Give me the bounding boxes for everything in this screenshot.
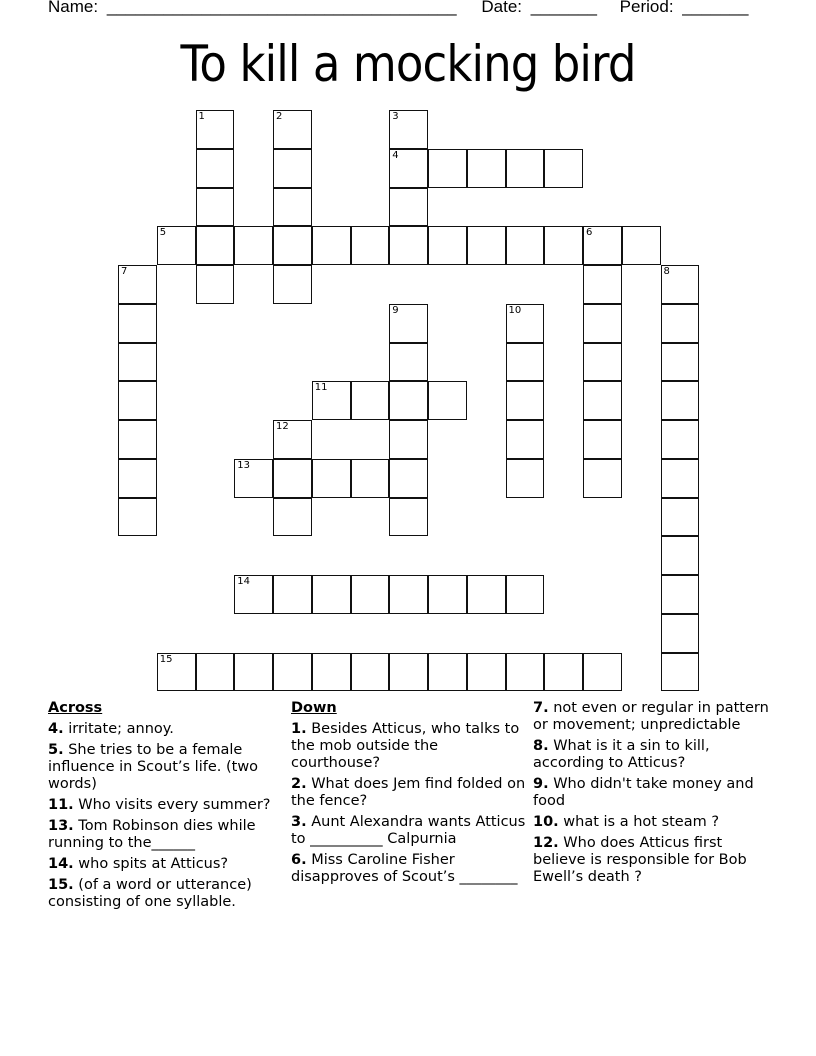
grid-cell[interactable] [583,265,622,304]
clue-number-label: 4. [48,721,64,737]
clue-number-label: 15. [48,877,74,893]
clue-text: Tom Robinson dies while running to the______ [48,818,256,851]
grid-cell[interactable] [467,653,506,692]
grid-cell[interactable] [273,653,312,692]
grid-cell[interactable] [428,149,467,188]
clue-number-label: 7. [533,700,549,716]
grid-cell[interactable] [312,381,351,420]
grid-cell[interactable] [661,343,700,382]
clue-number: 12 [276,421,289,432]
grid-cell[interactable] [506,381,545,420]
grid-cell[interactable] [389,653,428,692]
grid-cell[interactable] [389,110,428,149]
grid-cell[interactable] [389,304,428,343]
clue-text: Who visits every summer? [73,797,271,813]
grid-cell[interactable] [506,459,545,498]
grid-cell[interactable] [118,498,157,537]
grid-cell[interactable] [506,343,545,382]
grid-cell[interactable] [661,459,700,498]
grid-cell[interactable] [583,653,622,692]
grid-cell[interactable] [506,304,545,343]
clue-number-label: 1. [291,721,307,737]
clue-number: 6 [586,227,593,239]
grid-cell[interactable] [583,459,622,498]
clue-number: 7 [121,266,128,277]
clue-item [291,814,527,848]
grid-cell[interactable] [389,498,428,537]
grid-cell[interactable] [196,226,235,265]
grid-cell[interactable] [157,226,196,265]
grid-cell[interactable] [661,614,700,653]
clue-item [291,721,527,772]
clue-text: not even or regular in pattern or movement; unpredictable [533,700,769,733]
grid-cell[interactable] [351,381,390,420]
clue-text: what is a hot steam ? [558,814,720,830]
grid-cell[interactable] [273,110,312,149]
grid-cell[interactable] [234,653,273,692]
grid-cell[interactable] [544,149,583,188]
grid-cell[interactable] [351,653,390,692]
grid-cell[interactable] [273,459,312,498]
period-blank[interactable]: _______ [682,0,749,16]
clue-number-label: 12. [533,835,559,851]
grid-cell[interactable] [428,575,467,614]
clue-number: 2 [276,111,283,122]
grid-cell[interactable] [196,110,235,149]
clue-item [48,856,286,873]
grid-cell[interactable] [312,459,351,498]
grid-cell[interactable] [467,226,506,265]
grid-cell[interactable] [118,420,157,459]
clue-item [533,776,769,810]
clue-number: 15 [159,653,173,665]
grid-cell[interactable] [273,498,312,537]
clue-text: Aunt Alexandra wants Atticus to __________ Calpurnia [291,814,526,847]
clue-number: 4 [392,149,399,161]
grid-cell[interactable] [661,304,700,343]
grid-cell[interactable] [351,575,390,614]
clue-item [48,877,286,911]
clue-text: Who does Atticus first believe is responsible for Bob Ewell’s death ? [533,835,747,885]
grid-cell[interactable] [312,653,351,692]
clue-item [48,797,286,814]
grid-cell[interactable] [273,226,312,265]
clue-item [48,721,286,738]
grid-cell[interactable] [273,575,312,614]
grid-cell[interactable] [389,381,428,420]
grid-cell[interactable] [389,149,428,188]
clue-text: Miss Caroline Fisher disapproves of Scout’s ________ [291,852,518,885]
grid-cell[interactable] [661,420,700,459]
clue-number: 9 [392,304,399,316]
grid-cell[interactable] [118,381,157,420]
grid-cell[interactable] [312,226,351,265]
grid-cell[interactable] [661,575,700,614]
grid-cell[interactable] [583,343,622,382]
grid-cell[interactable] [467,575,506,614]
clue-text: What is it a sin to kill, according to Atticus? [533,738,710,771]
grid-cell[interactable] [544,653,583,692]
clue-number: 13 [237,459,250,471]
grid-cell[interactable] [389,420,428,459]
clue-number-label: 6. [291,852,307,868]
clue-item [291,776,527,810]
down-clues-continued [533,700,769,890]
grid-cell[interactable] [583,420,622,459]
grid-cell[interactable] [428,226,467,265]
across-clues [48,700,286,915]
grid-cell[interactable] [196,653,235,692]
clue-number-label: 9. [533,776,549,792]
clue-number-label: 13. [48,818,74,834]
grid-cell[interactable] [273,149,312,188]
grid-cell[interactable] [622,226,661,265]
grid-cell[interactable] [196,188,235,227]
clue-number-label: 14. [48,856,74,872]
grid-cell[interactable] [661,498,700,537]
grid-cell[interactable] [544,226,583,265]
grid-cell[interactable] [118,304,157,343]
down-clue-list-continued [533,700,769,886]
clue-text: Besides Atticus, who talks to the mob outside the courthouse? [291,721,520,771]
clue-number-label: 5. [48,742,64,758]
grid-cell[interactable] [661,536,700,575]
grid-cell[interactable] [389,188,428,227]
grid-cell[interactable] [467,149,506,188]
grid-cell[interactable] [273,420,312,459]
clue-number: 10 [508,304,522,316]
grid-cell[interactable] [661,265,700,304]
period-label: Period: [619,0,674,16]
down-clue-list [291,721,527,886]
clue-text: Who didn't take money and food [533,776,754,809]
clue-item [291,852,527,886]
grid-cell[interactable] [118,265,157,304]
grid-cell[interactable] [661,653,700,692]
clue-number: 5 [159,227,167,239]
across-clue-list [48,721,286,911]
clue-text: irritate; annoy. [63,721,174,737]
grid-cell[interactable] [312,575,351,614]
clue-number: 3 [392,111,399,122]
grid-cell[interactable] [506,149,545,188]
clue-number: 14 [237,576,250,587]
grid-cell[interactable] [351,459,390,498]
grid-cell[interactable] [196,265,235,304]
clue-number: 1 [198,111,205,122]
clue-number-label: 3. [291,814,307,830]
page-title: To kill a mocking bird [180,35,636,93]
grid-cell[interactable] [506,653,545,692]
clue-item [48,742,286,793]
name-label: Name: [48,0,99,16]
grid-cell[interactable] [428,381,467,420]
grid-cell[interactable] [234,226,273,265]
clue-number-label: 10. [533,814,559,830]
clue-number-label: 2. [291,776,307,792]
clue-item [533,738,769,772]
down-clues [291,700,527,890]
grid-cell[interactable] [583,381,622,420]
grid-cell[interactable] [118,459,157,498]
grid-cell[interactable] [389,459,428,498]
clue-text: She tries to be a female influence in Scout’s life. (two words) [48,742,259,792]
clue-number: 11 [314,382,328,394]
grid-cell[interactable] [506,575,545,614]
grid-cell[interactable] [157,653,196,692]
clue-text: What does Jem find folded on the fence? [291,776,526,809]
clue-item [48,818,286,852]
grid-cell[interactable] [234,459,273,498]
clue-item [533,700,769,734]
grid-cell[interactable] [389,343,428,382]
across-header: Across [48,700,103,716]
grid-cell[interactable] [196,149,235,188]
grid-cell[interactable] [583,304,622,343]
grid-cell[interactable] [234,575,273,614]
clue-number-label: 11. [48,797,74,813]
down-header: Down [291,700,337,716]
grid-cell[interactable] [506,226,545,265]
grid-cell[interactable] [506,420,545,459]
clue-text: (of a word or utterance) consisting of one syllable. [48,877,252,910]
grid-cell[interactable] [389,575,428,614]
clue-number: 8 [663,266,670,277]
grid-cell[interactable] [273,188,312,227]
grid-cell[interactable] [583,226,622,265]
grid-cell[interactable] [351,226,390,265]
clue-text: who spits at Atticus? [73,856,229,872]
grid-cell[interactable] [273,265,312,304]
grid-cell[interactable] [428,653,467,692]
name-blank[interactable]: _____________________________________ [106,0,457,16]
clue-number-label: 8. [533,738,549,754]
date-blank[interactable]: _______ [530,0,597,16]
grid-cell[interactable] [389,226,428,265]
grid-cell[interactable] [661,381,700,420]
clue-item [533,814,769,831]
clue-item [533,835,769,886]
date-label: Date: [481,0,523,16]
grid-cell[interactable] [118,343,157,382]
